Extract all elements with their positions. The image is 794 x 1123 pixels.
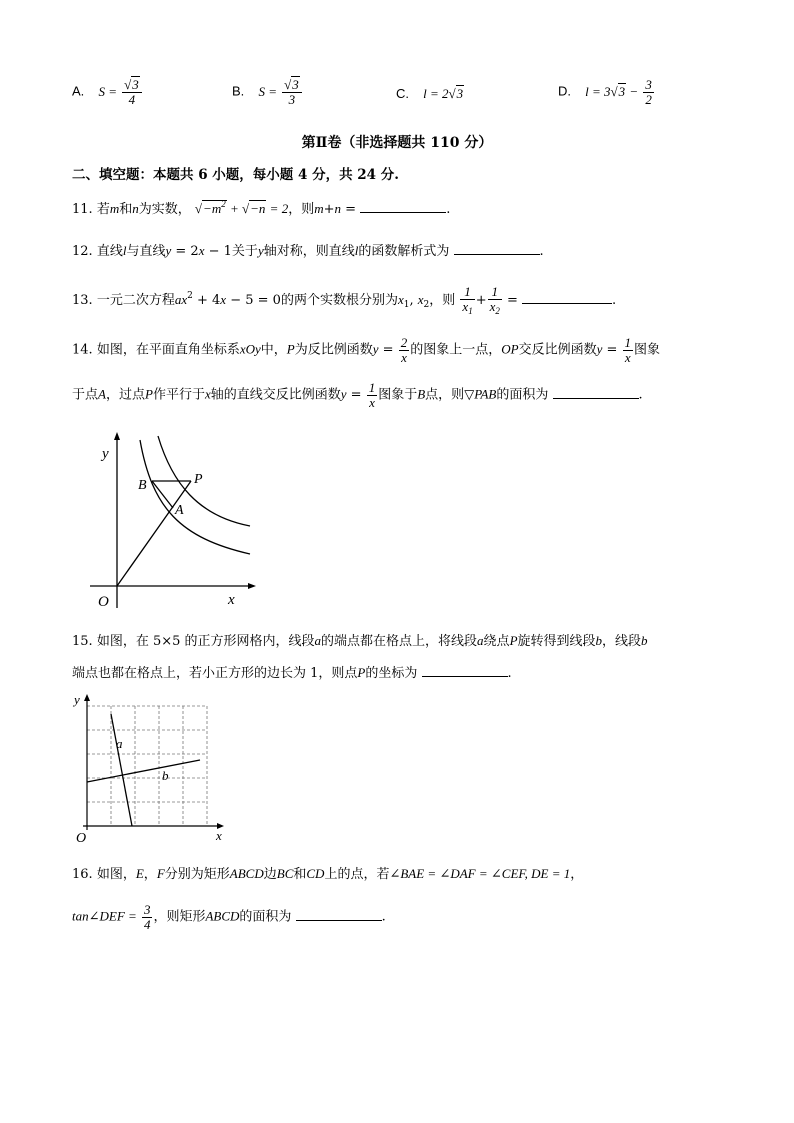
q15-line2-text-2: 的坐标为 [365,666,418,681]
q14-text-4: 的图象上一点， [410,342,502,358]
q15-end: . [507,666,512,681]
q15-label-a: a [116,736,123,751]
q12-text-5: 的函数解析式为 [358,244,450,259]
q14-label-a: A [175,503,184,518]
question-14-line-2: 于点A，过点P作平行于x轴的直线交反比例函数y = $\frac{1}{x}$ 图象于B点，则▽PAB的面积为 . [72,380,643,410]
question-13: 13. 一元二次方程$ax^2 + 4x - 5 = 0$的两个实数根分别为$x_1$, $x_2$，则 $\frac{1}{x_1}$ + $\frac{1}{x_2}$ = . [72,284,617,316]
q11-end: . [446,202,451,217]
q14-label-o: O [98,594,109,610]
q14-number: 14. [72,342,93,358]
q11-text-3: 为实数， [138,202,191,217]
q14-frac-3: $\frac{1}{x}$ [368,380,376,410]
q15-line2-text: 端点也都在格点上，若小正方形的边长为 1，则点 [72,666,358,681]
q15-number: 15. [72,634,93,649]
q14-line2-text-7: 的面积为 [496,387,549,403]
q15-grid [87,706,207,826]
q15-label-b: b [162,768,169,783]
choice-c [396,86,464,102]
q11-number: 11. [72,202,93,217]
q13-frac-1: $\frac{1}{x_1}$ [462,284,473,316]
choice-b-expr: S = [258,83,277,99]
q14-label-x: x [228,592,235,608]
choice-d-label: D. [558,83,571,99]
q13-answer-blank[interactable] [522,291,612,304]
q15-text-3: 绕点 [483,634,510,649]
q14-line2-text-4: 轴的直线交反比例函数 [210,387,341,403]
q16-line2-text-2: 的面积为 [239,909,292,925]
section-title: 第Ⅱ卷（非选择题共 110 分） [301,135,493,151]
q14-x-arrow [248,583,256,589]
q13-text-2: 的两个实数根分别为 [280,293,398,309]
question-16-line-2: tan∠DEF = $\frac{3}{4}$ ，则矩形ABCD的面积为 . [72,902,386,932]
choice-a-fraction: $\frac{√3}{4}$ [122,78,142,106]
q16-text-3: 分别为矩形 [164,867,230,882]
q14-line2-text-3: 作平行于 [152,387,205,403]
q15-segment-a [111,714,132,826]
q12-text: 直线 [96,244,123,259]
q15-y-arrow [84,694,90,701]
q16-line2-text: ，则矩形 [153,909,206,925]
q16-text-5: 和 [293,867,307,882]
choice-a-label: A. [72,83,85,99]
q12-text-4: 轴对称，则直线 [263,244,355,259]
q14-text: 如图，在平面直角坐标系 [96,342,240,358]
q14-figure [80,428,260,618]
q16-text: 如图， [96,867,136,882]
q14-line2-text-2: ，过点 [105,387,145,403]
q14-frac-2: $\frac{1}{x}$ [624,335,632,365]
choice-c-label: C. [396,86,409,101]
q14-text-6: 图象 [634,342,661,358]
q15-label-o: O [76,831,87,846]
q14-line-op [117,481,191,586]
q16-end: . [381,909,386,925]
q12-number: 12. [72,244,93,259]
q13-number: 13. [72,293,93,309]
q11-text: 若 [96,202,110,217]
q13-text-3: ，则 [429,293,456,309]
q16-text-2: ， [143,867,157,882]
q12-text-3: 关于 [231,244,258,259]
q14-text-5: 交反比例函数 [518,342,597,358]
choice-b-fraction: $\frac{√3}{3}$ [282,78,302,106]
q15-label-y: y [74,692,80,707]
q16-answer-blank[interactable] [296,908,382,921]
q13-text: 一元二次方程 [96,293,175,309]
question-15-line-1: 15. 如图，在 5×5 的正方形网格内，线段a的端点都在格点上，将线段a绕点P旋转得到线段b，线段b [72,633,648,649]
q16-number: 16. [72,867,93,882]
q16-tan-expr: tan∠DEF = [72,908,137,924]
choice-a-expr: S = [98,83,117,99]
q16-condition: ∠BAE = ∠DAF = ∠CEF, DE = 1 [389,866,571,881]
q11-text-4: ，则 [288,202,315,217]
q13-frac-2: $\frac{1}{x_2}$ [489,284,500,316]
question-11: 11. 若m和n为实数， $√-m^2 + √-n = 2$，则m+n = . [72,199,451,217]
q14-frac-1: $\frac{2}{x}$ [400,335,408,365]
q12-end: . [539,244,544,259]
question-15-line-2: 端点也都在格点上，若小正方形的边长为 1，则点P的坐标为 . [72,665,512,681]
q15-label-x: x [216,828,222,843]
q13-end: . [612,293,617,309]
q14-label-y: y [102,446,109,462]
choice-a [72,78,143,106]
part-heading: 二、填空题：本题共 6 小题，每小题 4 分，共 24 分. [72,167,399,183]
q15-text-2: 的端点都在格点上，将线段 [321,634,478,649]
q14-text-2: 中， [260,342,287,358]
q14-label-b: B [138,478,147,493]
question-16-line-1: 16. 如图，E，F分别为矩形ABCD边BC和CD上的点，若∠BAE = ∠DAF = ∠CEF, DE = 1， [72,866,584,882]
question-12: 12. 直线l与直线y = 2x − 1关于y轴对称，则直线l的函数解析式为 . [72,243,544,259]
choice-d-fraction: $\frac{3}{2}$ [645,77,652,107]
q14-line2-text: 于点 [72,387,99,403]
q16-frac: $\frac{3}{4}$ [143,902,151,932]
q14-curve-inner [140,440,250,554]
q14-line2-text-5: 图象于 [378,387,418,403]
q14-label-p: P [194,472,203,487]
q12-answer-blank[interactable] [454,242,540,255]
q15-text-4: 旋转得到线段 [517,634,596,649]
q14-text-3: 为反比例函数 [294,342,373,358]
q16-text-6: 上的点，若 [324,867,390,882]
q11-answer-blank[interactable] [360,200,446,213]
q15-text: 如图，在 5×5 的正方形网格内，线段 [96,634,315,649]
choice-d-expr: l = 3√3 − [585,83,639,99]
q14-end: . [638,387,643,403]
q15-figure [70,690,230,846]
question-14-line-1: 14. 如图，在平面直角坐标系xOy中，P为反比例函数y = $\frac{2}{x}$ 的图象上一点，OP交反比例函数y = $\frac{1}{x}$ 图象 [72,335,661,365]
choice-c-expr: l = 2√3 [423,86,464,101]
choice-b [232,78,303,106]
q11-equation: $√-m^2 + √-n = 2$ [194,199,289,216]
q14-line2-text-6: 点，则 [425,387,465,403]
choice-b-label: B. [232,83,245,99]
q12-text-2: 与直线 [126,244,166,259]
q14-answer-blank[interactable] [553,386,639,399]
q11-text-2: 和 [119,202,133,217]
q15-text-5: ，线段 [602,634,642,649]
q15-answer-blank[interactable] [422,664,508,677]
choice-d [558,78,655,106]
q16-text-4: 边 [263,867,277,882]
q14-y-arrow [114,432,120,440]
